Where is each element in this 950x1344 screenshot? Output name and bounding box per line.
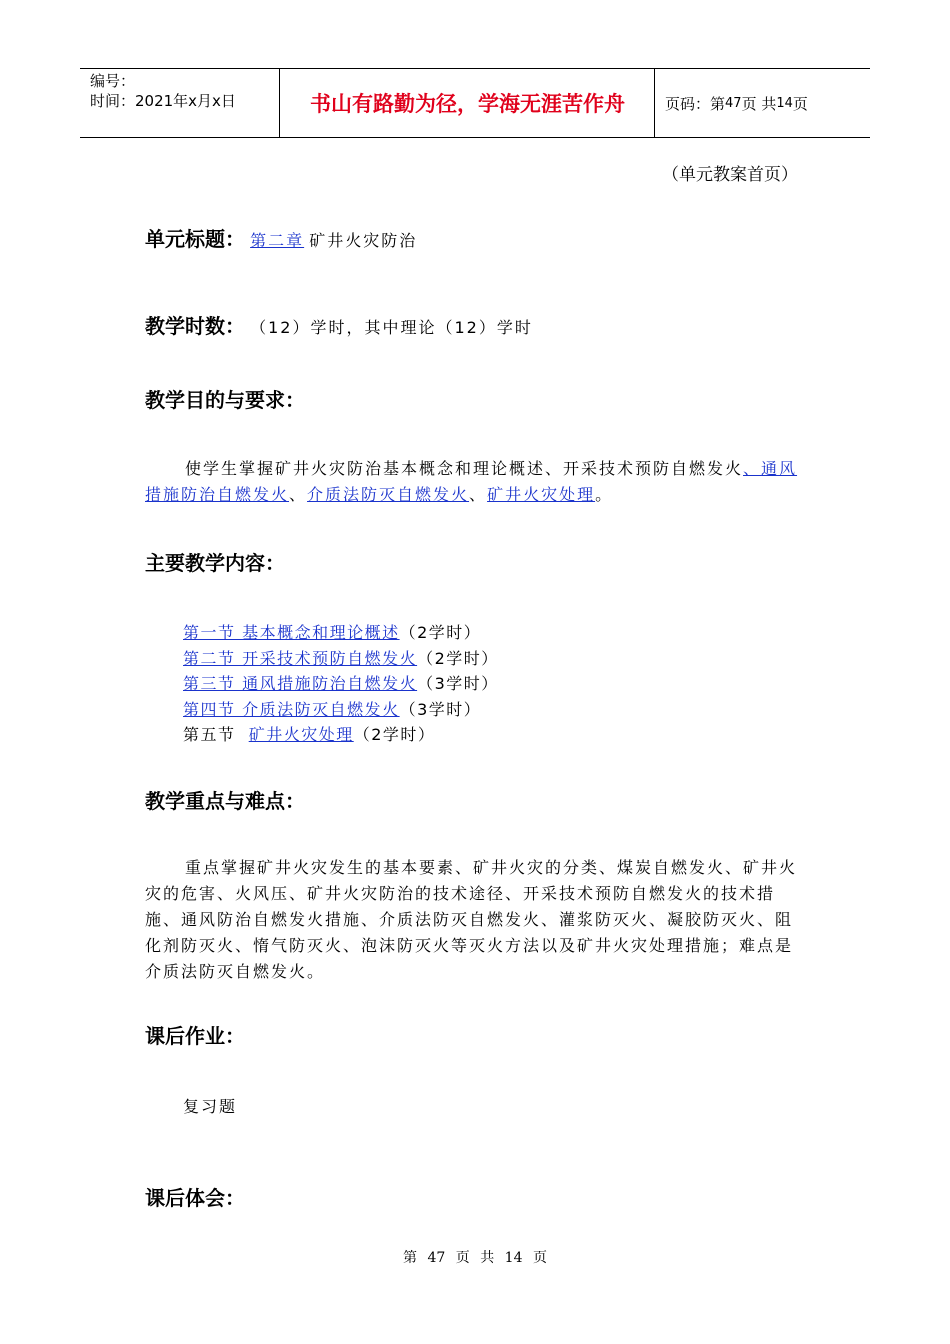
code-label: 编号： — [90, 72, 136, 90]
objectives-paragraph — [145, 456, 810, 508]
homework-heading: 课后作业： — [145, 1024, 245, 1048]
list-item — [183, 646, 499, 672]
contents-list — [183, 620, 499, 748]
footer-prefix: 第 — [403, 1250, 418, 1266]
section-1-hours: （2学时） — [399, 623, 482, 642]
section-5-prefix: 第五节 — [183, 725, 236, 744]
objectives-end: 。 — [595, 485, 614, 504]
objectives-heading: 教学目的与要求： — [145, 388, 305, 412]
section-3-link[interactable]: 第三节 通风措施防治自燃发火 — [183, 674, 418, 693]
section-2-hours: （2学时） — [417, 648, 499, 668]
footer-total: 14 — [504, 1250, 523, 1266]
unit-first-page-label: （单元教案首页） — [662, 165, 798, 185]
section-4-hours: （3学时） — [399, 699, 482, 719]
section-1-link[interactable]: 第一节 基本概念和理论概述 — [183, 623, 400, 642]
header-table — [80, 68, 870, 138]
contents-heading: 主要教学内容： — [145, 551, 285, 575]
objectives-link-ventilation[interactable]: 通风措施防治自燃发火 — [145, 459, 798, 504]
list-item — [183, 697, 499, 723]
unit-title-row — [145, 223, 417, 252]
footer-mid: 页 共 — [455, 1250, 495, 1266]
list-item — [183, 620, 499, 646]
section-4-link[interactable]: 第四节 介质法防灭自燃发火 — [183, 699, 400, 719]
section-5-hours: （2学时） — [353, 725, 436, 744]
objectives-link-medium[interactable]: 介质法防灭自燃发火 — [307, 485, 470, 504]
header-meta-cell — [80, 69, 280, 137]
page-footer — [0, 1247, 950, 1267]
page-prefix: 页码：第 — [665, 94, 726, 113]
page-suffix: 页 — [792, 94, 808, 113]
key-points-heading: 教学重点与难点： — [145, 789, 305, 813]
footer-suffix: 页 — [532, 1250, 547, 1266]
section-3-hours: （3学时） — [417, 674, 499, 693]
objectives-sep-2: 、 — [469, 485, 488, 504]
section-2-link[interactable]: 第二节 开采技术预防自燃发火 — [183, 648, 418, 668]
chapter-link[interactable]: 第二章 — [250, 231, 305, 250]
section-5-link[interactable]: 矿井火灾处理 — [248, 725, 354, 744]
hours-label: 教学时数： — [145, 314, 245, 338]
time-label: 时间：2021年x月x日 — [90, 92, 236, 110]
list-item — [183, 722, 499, 748]
page-number: 47 — [725, 95, 742, 111]
objectives-text: 使学生掌握矿井火灾防治基本概念和理论概述、开采技术预防自燃发火 — [185, 459, 744, 478]
header-page-cell — [655, 69, 870, 137]
objectives-link-sep[interactable]: 、 — [743, 459, 762, 478]
key-points-paragraph: 重点掌握矿井火灾发生的基本要素、矿井火灾的分类、煤炭自燃发火、矿井火灾的危害、火风压、矿井火灾防治的技术途径、开采技术预防自燃发火的技术措施、通风防治自燃发火措施、介质法防灭自燃发火、灌浆防灭火、凝胶防灭火、阻化剂防灭火、惰气防灭火、泡沫防灭火等灭火方法以及矿井火灾处理措施；难点是介质法防灭自燃发火。 — [145, 858, 798, 981]
unit-title-label: 单元标题： — [145, 227, 245, 251]
footer-page: 47 — [427, 1250, 446, 1266]
header-slogan: 书山有路勤为径，学海无涯苦作舟 — [281, 69, 655, 137]
list-item — [183, 671, 499, 697]
hours-row — [145, 310, 533, 339]
objectives-sep-1: 、 — [289, 485, 308, 504]
page-mid: 页 共 — [741, 94, 777, 113]
objectives-link-fire-handling[interactable]: 矿井火灾处理 — [487, 485, 596, 504]
unit-title-text: 矿井火灾防治 — [309, 231, 418, 250]
page-total: 14 — [776, 95, 793, 111]
homework-text: 复习题 — [183, 1097, 238, 1116]
hours-text: （12）学时，其中理论（12）学时 — [250, 318, 533, 337]
reflection-heading: 课后体会： — [145, 1186, 245, 1210]
